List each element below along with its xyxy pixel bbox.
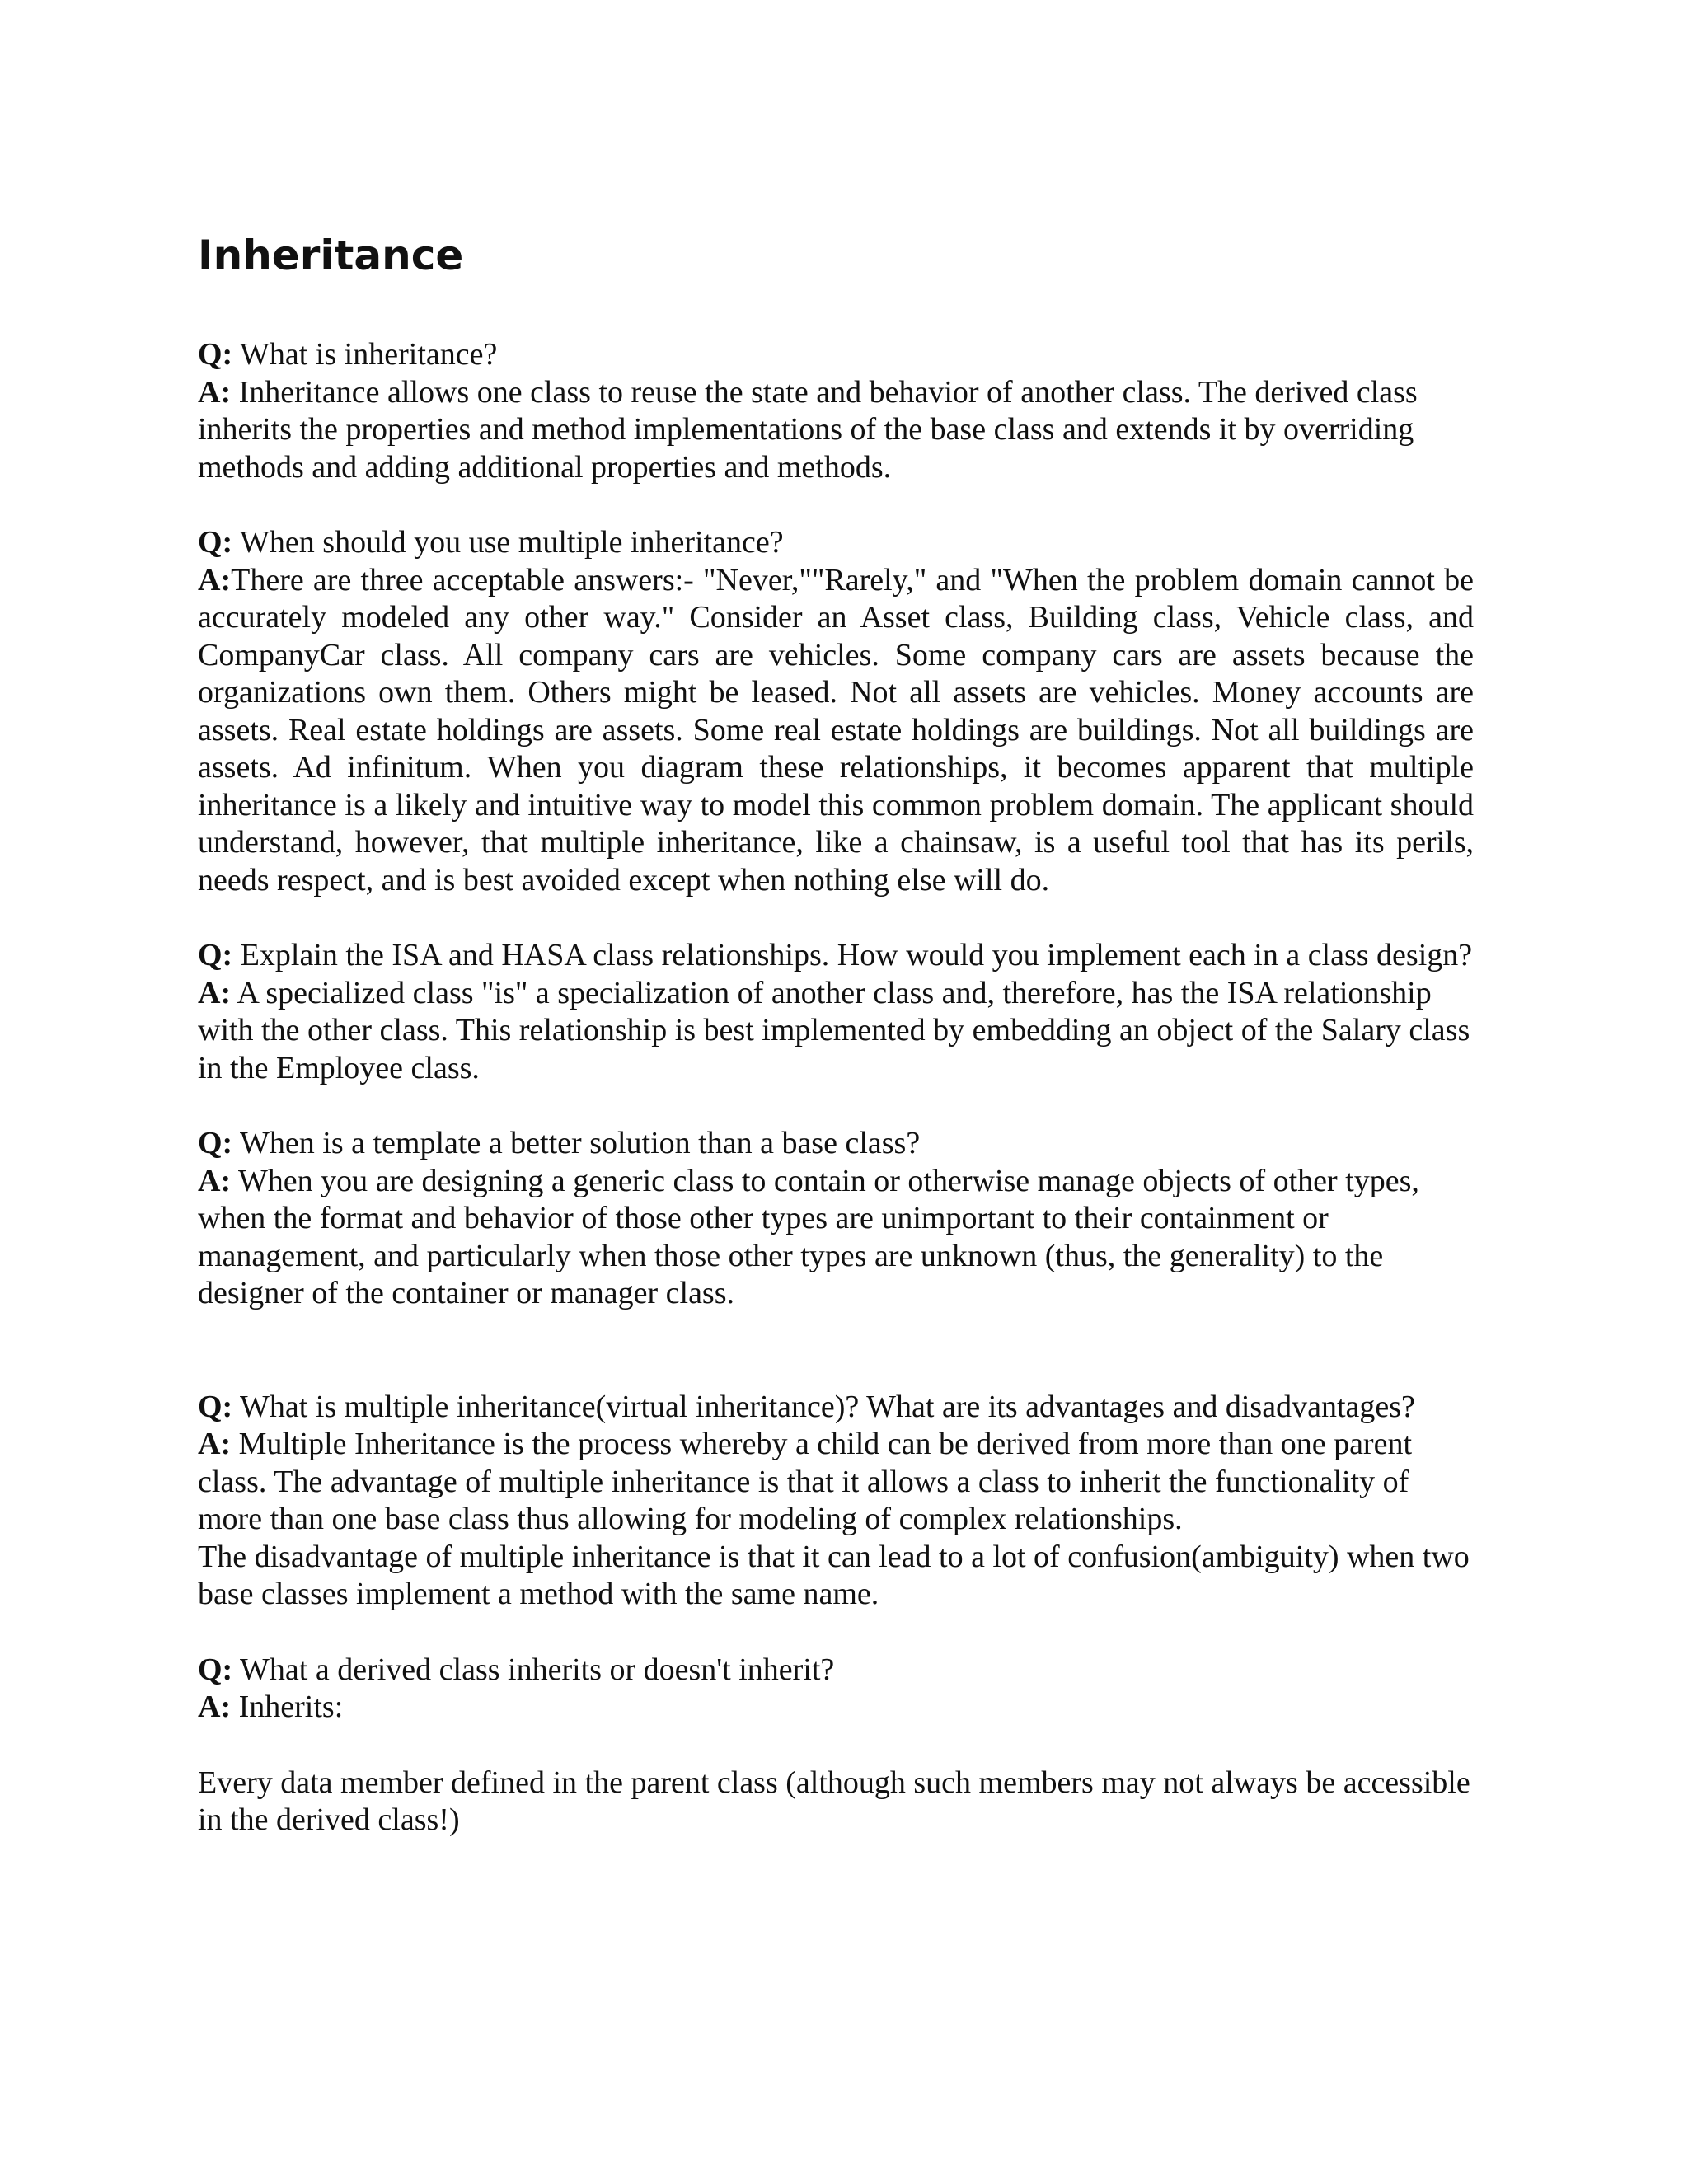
answer (198, 1163, 1474, 1313)
q-label: Q: (198, 938, 233, 972)
qa-item (198, 1125, 1474, 1313)
a-label: A: (198, 975, 232, 1010)
question (198, 336, 1474, 374)
qa-item (198, 937, 1474, 1087)
question (198, 524, 1474, 562)
q-label: Q: (198, 525, 233, 560)
answer-text: Inheritance allows one class to reuse the state and behavior of another class. The derived class inherits the properties and method implementations of the base class and extends it by overriding methods and adding additional properties and methods. (198, 374, 1418, 485)
question-text: When should you use multiple inheritance? (240, 525, 784, 560)
question (198, 1652, 1474, 1690)
qa-item (198, 336, 1474, 486)
question (198, 1389, 1474, 1427)
qa-item (198, 1389, 1474, 1614)
a-label: A: (198, 1690, 232, 1724)
question-text: What is multiple inheritance(virtual inheritance)? What are its advantages and disadvantages? (240, 1389, 1415, 1424)
answer (198, 374, 1474, 487)
question (198, 1125, 1474, 1163)
a-label: A: (198, 1163, 232, 1198)
answer-text: There are three acceptable answers:- "Never,""Rarely," and "When the problem domain cannot be accurately modeled any other way." Consider an Asset class, Building class, Vehicle class, and CompanyCar class. All company cars are vehicles. Some company cars are assets because the organizations own them. Others might be leased. Not all assets are vehicles. Money accounts are assets. Real estate holdings are assets. Some real estate holdings are buildings. Not all buildings are assets. Ad infinitum. When you diagram these relationships, it becomes apparent that multiple inheritance is a likely and intuitive way to model this common problem domain. The applicant should understand, however, that multiple inheritance, like a chainsaw, is a useful tool that has its perils, needs respect, and is best avoided except when nothing else will do. (198, 562, 1474, 898)
a-label: A: (198, 1427, 232, 1461)
a-label: A: (198, 374, 232, 410)
a-label: A: (198, 562, 232, 598)
answer-continued: The disadvantage of multiple inheritance is that it can lead to a lot of confusion(ambiguity) when two base classes implement a method with the same name. (198, 1539, 1470, 1611)
question-text: When is a template a better solution than a base class? (240, 1126, 921, 1160)
answer (198, 562, 1474, 900)
answer-text: Inherits: (238, 1690, 344, 1724)
page-title: Inheritance (198, 232, 464, 279)
answer-text: Multiple Inheritance is the process whereby a child can be derived from more than one parent class. The advantage of multiple inheritance is that it allows a class to inherit the functionality of more than one base class thus allowing for modeling of complex relationships. (198, 1427, 1413, 1536)
qa-item (198, 1652, 1474, 1840)
answer (198, 1689, 1474, 1727)
qa-list (198, 336, 1474, 1840)
answer (198, 975, 1474, 1088)
q-label: Q: (198, 1652, 233, 1687)
q-label: Q: (198, 1389, 233, 1424)
qa-item (198, 524, 1474, 899)
answer-text: When you are designing a generic class to contain or otherwise manage objects of other types, when the format and behavior of those other types are unimportant to their containment or management, and particularly when those other types are unknown (thus, the generality) to the designer of the container or manager class. (198, 1163, 1419, 1310)
answer-note: Every data member defined in the parent class (although such members may not always be accessible in the derived class!) (198, 1765, 1470, 1837)
q-label: Q: (198, 1126, 233, 1160)
question (198, 937, 1474, 975)
question-text: Explain the ISA and HASA class relationships. How would you implement each in a class design? (240, 938, 1473, 972)
q-label: Q: (198, 337, 233, 372)
question-text: What a derived class inherits or doesn't inherit? (240, 1652, 835, 1687)
question-text: What is inheritance? (240, 337, 498, 372)
answer (198, 1426, 1474, 1539)
answer-text: A specialized class "is" a specialization of another class and, therefore, has the ISA relationship with the other class. This relationship is best implemented by embedding an object of the Salary class in the Employee class. (198, 975, 1470, 1085)
